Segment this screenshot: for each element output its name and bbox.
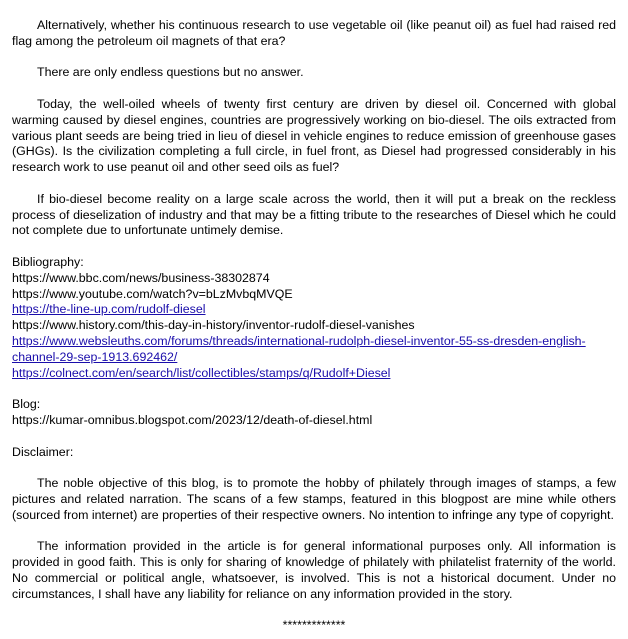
- bibliography-heading: Bibliography:: [12, 254, 84, 269]
- disclaimer-paragraph-information: The information provided in the article is for general informational purposes only. All information is provided in good faith. This is only for sharing of knowledge of philately with philatelist fraternity of the world. No commercial or political angle, whatsoever, is involved. This is not a historical document. Under no circumstances, I shall have any liability for reliance on any information provided in the story.: [12, 539, 616, 601]
- blog-url: https://kumar-omnibus.blogspot.com/2023/12/death-of-diesel.html: [12, 412, 373, 427]
- bibliography-link-websleuths[interactable]: https://www.websleuths.com/forums/threads/international-rudolph-diesel-inventor-55-ss-dresden-english-channel-29-sep-1913.692462/: [12, 333, 586, 364]
- bibliography-section: [12, 255, 616, 381]
- disclaimer-heading: Disclaimer:: [12, 444, 74, 459]
- blog-heading: Blog:: [12, 397, 41, 412]
- paragraph-bio-diesel: Today, the well-oiled wheels of twenty first century are driven by diesel oil. Concerned with global warming caused by diesel engines, countries are progressively working on bio-diesel. The oils extracted from various plant seeds are being tried in lieu of diesel in vehicle engines to reduce emission of greenhouse gases (GHGs). Is the civilization completing a full circle, in fuel front, as Diesel had progressed considerably in his research work to use peanut oil and other seed oils as fuel?: [12, 96, 616, 175]
- paragraph-dieselization: If bio-diesel become reality on a large scale across the world, then it will put a break on the reckless process of dieselization of industry and that may be a fitting tribute to the researches of Diesel which he could not complete due to unfortunate untimely demise.: [12, 191, 616, 238]
- disclaimer-paragraph-objective: The noble objective of this blog, is to promote the hobby of philately through images of stamps, a few pictures and related narration. The scans of a few stamps, featured in this blogpost are mine while others (sourced from internet) are properties of their respective owners. No intention to infringe any type of copyright.: [12, 476, 616, 522]
- bibliography-entry-youtube: https://www.youtube.com/watch?v=bLzMvbqMVQE: [12, 286, 293, 301]
- bibliography-entry-history: https://www.history.com/this-day-in-history/inventor-rudolf-diesel-vanishes: [12, 318, 415, 333]
- blog-section: [12, 397, 616, 429]
- paragraph-vegetable-oil: Alternatively, whether his continuous research to use vegetable oil (like peanut oil) as fuel had raised red flag among the petroleum oil magnets of that era?: [12, 18, 616, 48]
- end-marker: *************: [282, 618, 346, 633]
- bibliography-entry-bbc: https://www.bbc.com/news/business-38302874: [12, 270, 270, 285]
- bibliography-link-colnect[interactable]: https://colnect.com/en/search/list/collectibles/stamps/q/Rudolf+Diesel: [12, 365, 391, 380]
- bibliography-link-the-line-up[interactable]: https://the-line-up.com/rudolf-diesel: [12, 302, 206, 317]
- paragraph-endless-questions: There are only endless questions but no answer.: [37, 65, 304, 80]
